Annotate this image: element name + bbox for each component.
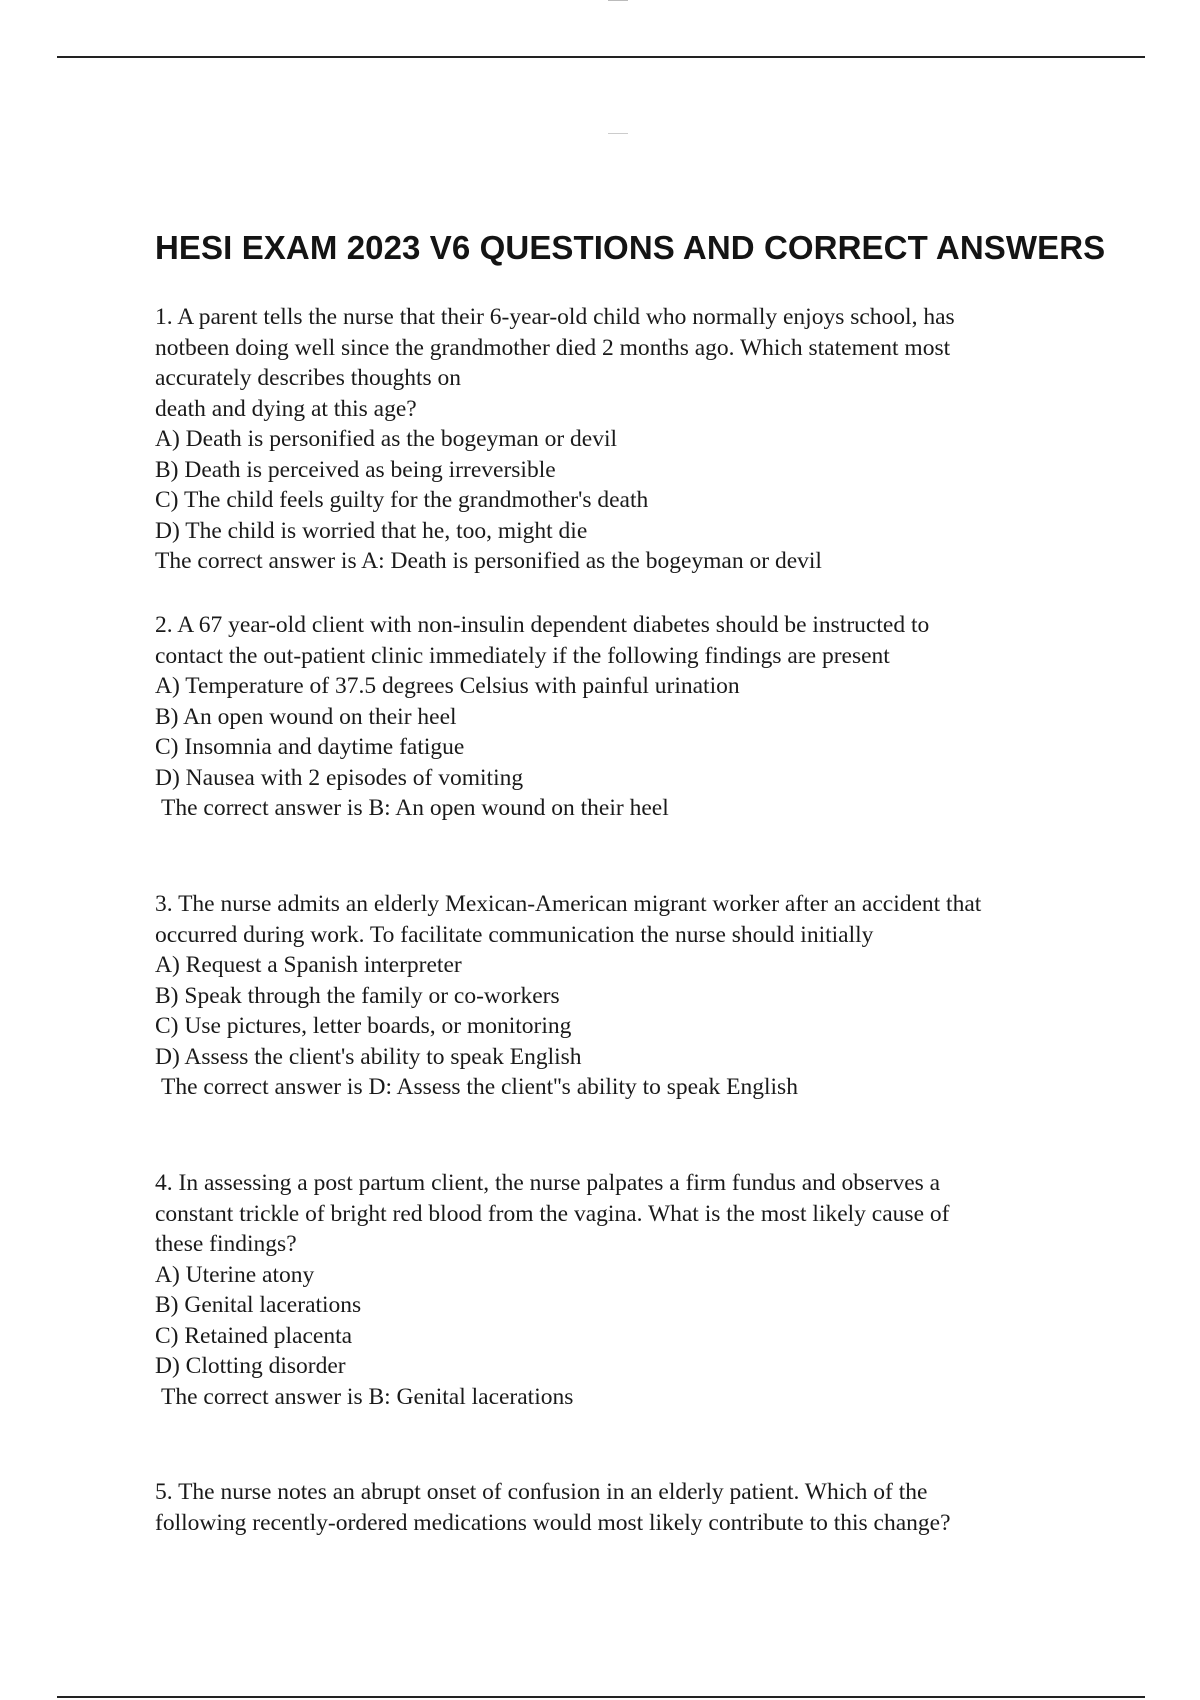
header-rule xyxy=(57,56,1145,58)
question-4-option-c: C) Retained placenta xyxy=(155,1322,353,1349)
question-2-option-c: C) Insomnia and daytime fatigue xyxy=(155,734,465,760)
question-1-option-d: D) The child is worried that he, too, might die xyxy=(155,517,588,544)
page-top-mark xyxy=(608,0,628,1)
question-1-stem-line: death and dying at this age? xyxy=(155,395,417,422)
question-1-option-b: B) Death is perceived as being irreversible xyxy=(155,456,556,483)
question-4 xyxy=(155,1168,1085,1412)
question-5 xyxy=(155,1477,1085,1538)
question-5-stem-line: 5. The nurse notes an abrupt onset of confusion in an elderly patient. Which of the xyxy=(155,1479,928,1505)
question-4-stem-line: constant trickle of bright red blood from the vagina. What is the most likely cause of xyxy=(155,1200,950,1227)
question-1-stem-line: 1. A parent tells the nurse that their 6-year-old child who normally enjoys school, has xyxy=(155,304,955,330)
question-4-option-d: D) Clotting disorder xyxy=(155,1353,346,1379)
question-3-option-b: B) Speak through the family or co-workers xyxy=(155,982,560,1009)
question-4-option-a: A) Uterine atony xyxy=(155,1261,315,1288)
footer-rule xyxy=(57,1696,1145,1698)
question-2-stem-line: contact the out-patient clinic immediately if the following findings are present xyxy=(155,642,890,669)
question-1-answer: The correct answer is A: Death is personified as the bogeyman or devil xyxy=(155,548,822,574)
question-1-option-c: C) The child feels guilty for the grandmother's death xyxy=(155,487,649,513)
question-1-option-a: A) Death is personified as the bogeyman or devil xyxy=(155,426,618,452)
question-2-stem-line: 2. A 67 year-old client with non-insulin dependent diabetes should be instructed to xyxy=(155,612,930,638)
document-title: HESI EXAM 2023 V6 QUESTIONS AND CORRECT ANSWERS xyxy=(155,229,1106,266)
question-5-stem-line: following recently-ordered medications would most likely contribute to this change? xyxy=(155,1509,951,1536)
question-1-stem-line: notbeen doing well since the grandmother died 2 months ago. Which statement most xyxy=(155,334,951,361)
question-1 xyxy=(155,302,1085,577)
question-4-stem-line: 4. In assessing a post partum client, the nurse palpates a firm fundus and observes a xyxy=(155,1170,941,1196)
question-3-option-d: D) Assess the client's ability to speak English xyxy=(155,1043,582,1070)
question-3-stem-line: occurred during work. To facilitate communication the nurse should initially xyxy=(155,921,874,948)
question-3-option-a: A) Request a Spanish interpreter xyxy=(155,952,462,978)
question-3-answer: The correct answer is D: Assess the client''s ability to speak English xyxy=(161,1074,798,1100)
question-3-stem-line: 3. The nurse admits an elderly Mexican-American migrant worker after an accident that xyxy=(155,891,982,917)
question-1-stem-line: accurately describes thoughts on xyxy=(155,365,462,391)
question-4-answer: The correct answer is B: Genital lacerations xyxy=(161,1383,574,1410)
question-3-option-c: C) Use pictures, letter boards, or monitoring xyxy=(155,1013,572,1039)
question-2-answer: The correct answer is B: An open wound on their heel xyxy=(161,795,669,821)
header-mark xyxy=(608,133,628,134)
question-3 xyxy=(155,889,1085,1103)
question-2 xyxy=(155,610,1085,824)
question-2-option-d: D) Nausea with 2 episodes of vomiting xyxy=(155,764,524,791)
question-4-option-b: B) Genital lacerations xyxy=(155,1292,362,1318)
question-4-stem-line: these findings? xyxy=(155,1231,297,1257)
question-2-option-a: A) Temperature of 37.5 degrees Celsius with painful urination xyxy=(155,673,740,699)
question-2-option-b: B) An open wound on their heel xyxy=(155,703,457,730)
